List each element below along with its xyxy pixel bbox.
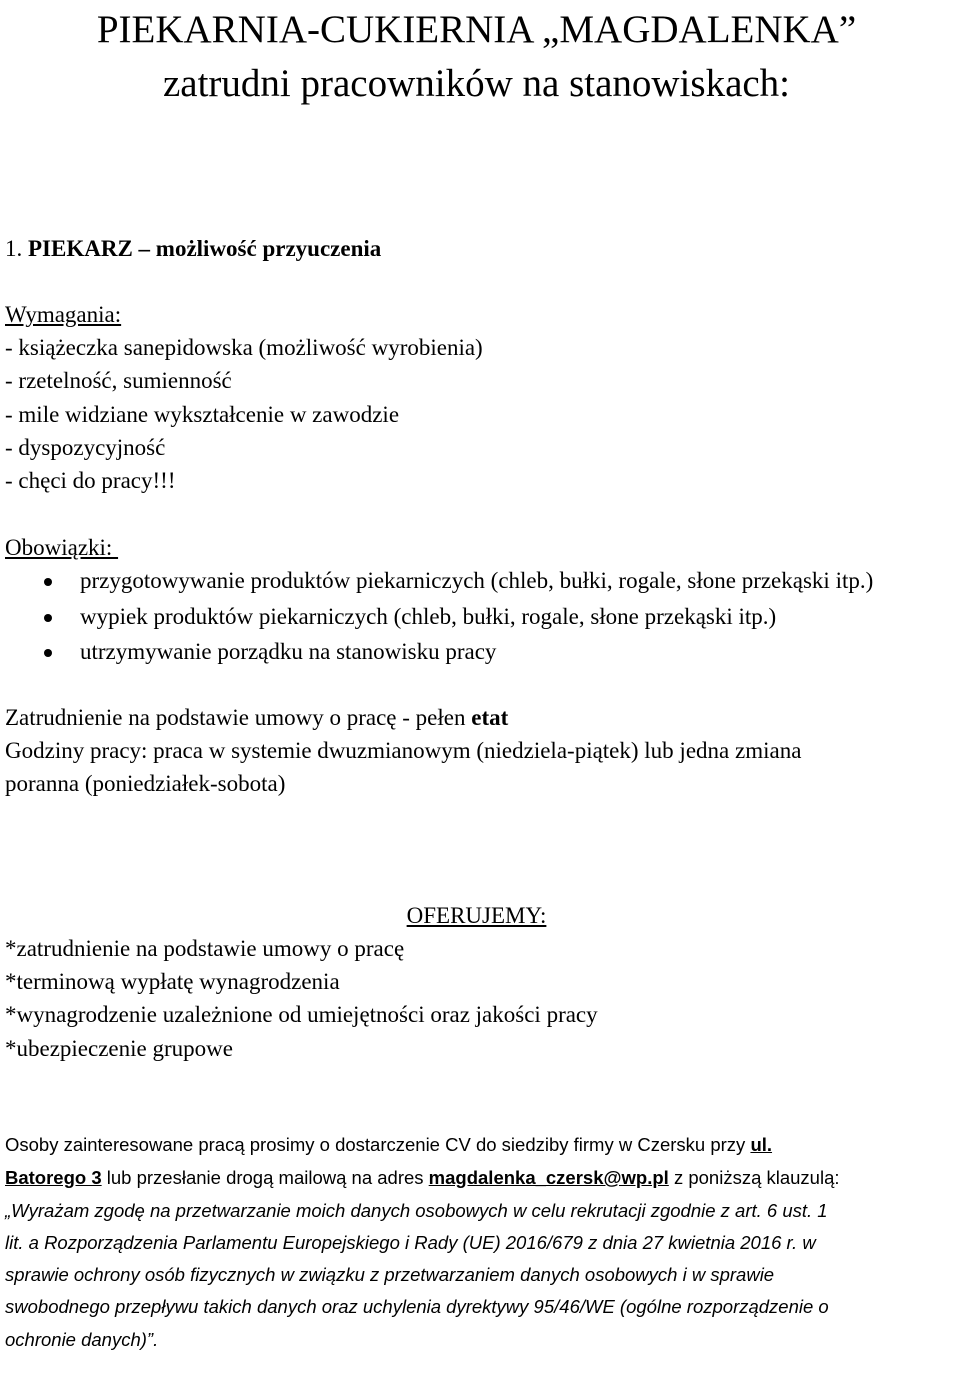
contact-text: Osoby zainteresowane pracą prosimy o dostarczenie CV do siedziby firmy w Czersku przy (5, 1134, 751, 1155)
bullet-icon (44, 649, 52, 657)
contact-line (5, 1136, 772, 1155)
contract-line (5, 706, 508, 729)
clause-line (5, 1234, 816, 1253)
hours-line: Godziny pracy: praca w systemie dwuzmianowym (niedziela-piątek) lub jedna zmiana (5, 738, 802, 763)
offer-item: *terminową wypłatę wynagrodzenia (5, 969, 340, 994)
contract-text: Zatrudnienie na podstawie umowy o pracę - pełen (5, 705, 472, 730)
clause-text: „Wyrażam zgodę na przetwarzanie moich danych osobowych w celu rekrutacji zgodnie z art. 6 ust. 1 (5, 1200, 828, 1221)
address-part: Batorego 3 (5, 1167, 102, 1188)
email-link[interactable]: magdalenka_czersk@wp.pl (428, 1167, 669, 1188)
clause-line (5, 1266, 774, 1285)
company-title: PIEKARNIA-CUKIERNIA „MAGDALENKA” (96, 8, 857, 51)
clause-line (5, 1202, 828, 1221)
offer-item: *wynagrodzenie uzależnione od umiejętności oraz jakości pracy (5, 1002, 598, 1027)
address-part: ul. (750, 1134, 773, 1155)
offer-item: *ubezpieczenie grupowe (5, 1036, 233, 1061)
position-heading (5, 237, 381, 260)
clause-line (5, 1331, 158, 1350)
duty-text: przygotowywanie produktów piekarniczych (chleb, bułki, rogale, słone przekąski itp.) (80, 568, 874, 593)
contract-type: etat (471, 705, 509, 730)
clause-text: swobodnego przepływu takich danych oraz uchylenia dyrektywy 95/46/WE (ogólne rozporządzenie o (5, 1296, 829, 1317)
duty-text: wypiek produktów piekarniczych (chleb, bułki, rogale, słone przekąski itp.) (80, 604, 777, 629)
offer-heading-text: OFERUJEMY: (406, 903, 547, 928)
duty-text: utrzymywanie porządku na stanowisku pracy (80, 639, 497, 664)
duties-heading: Obowiązki: (5, 535, 119, 560)
requirements-heading: Wymagania: (5, 302, 122, 327)
requirement-item: - rzetelność, sumienność (5, 368, 232, 393)
clause-text: sprawie ochrony osób fizycznych w związku z przetwarzaniem danych osobowych i w sprawie (5, 1264, 775, 1285)
hours-line: poranna (poniedziałek-sobota) (5, 771, 286, 796)
position-number: 1. (5, 236, 28, 261)
clause-text: ochronie danych)”. (5, 1329, 159, 1350)
contact-text: lub przesłanie drogą mailową na adres (101, 1167, 429, 1188)
offer-heading (0, 904, 953, 927)
requirement-item: - mile widziane wykształcenie w zawodzie (5, 402, 400, 427)
contact-line (5, 1169, 840, 1188)
requirement-item: - chęci do pracy!!! (5, 468, 176, 493)
bullet-icon (44, 614, 52, 622)
clause-text: lit. a Rozporządzenia Parlamentu Europejskiego i Rady (UE) 2016/679 z dnia 27 kwietnia 2016 r. w (5, 1232, 816, 1253)
bullet-icon (44, 578, 52, 586)
requirement-item: - książeczka sanepidowska (możliwość wyrobienia) (5, 335, 483, 360)
position-title: PIEKARZ – możliwość przyuczenia (28, 236, 382, 261)
posting-subtitle: zatrudni pracowników na stanowiskach: (162, 62, 791, 105)
contact-text: z poniższą klauzulą: (668, 1167, 840, 1188)
clause-line (5, 1298, 829, 1317)
offer-item: *zatrudnienie na podstawie umowy o pracę (5, 936, 405, 961)
requirement-item: - dyspozycyjność (5, 435, 166, 460)
